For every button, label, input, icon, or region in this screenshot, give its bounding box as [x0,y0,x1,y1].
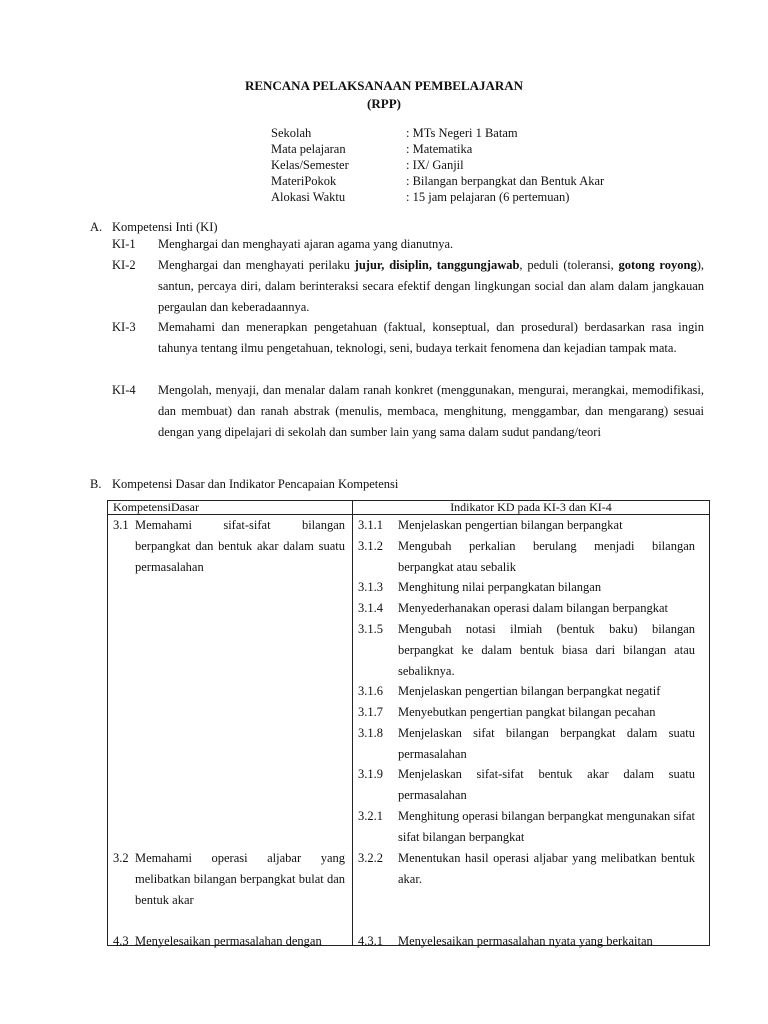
indicator-item: 3.1.5 Mengubah notasi ilmiah (bentuk baku) bilangan berpangkat ke dalam bentuk biasa dari bilangan atau sebaliknya. [358,622,695,678]
indicator-item: 3.2.1 Menghitung operasi bilangan berpangkat mengunakan sifat sifat bilangan berpangkat [358,809,695,844]
indicator-item: 3.1.9 Menjelaskan sifat-sifat bentuk akar dalam suatu permasalahan [358,767,695,802]
indicator-item: 3.1.1 Menjelaskan pengertian bilangan berpangkat [358,518,623,532]
identity-value: : Bilangan berpangkat dan Bentuk Akar [406,174,605,188]
kd-item: 3.2 Memahami operasi aljabar yang melibatkan bilangan berpangkat bulat dan bentuk akar [113,851,345,907]
ki-label: KI-4 [112,383,136,397]
section-a-heading [90,220,218,235]
section-b-heading [90,477,398,492]
identity-label: Sekolah [271,126,312,140]
ki-text: Mengolah, menyaji, dan menalar dalam ranah konkret (menggunakan, mengurai, merangkai, memodifikasi, dan membuat) dan ranah abstrak (menulis, membaca, menghitung, menggambar, dan mengarang) sesuai dengan yang dipelajari di sekolah dan sumber lain yang sama dalam sudut pandang/teori [158,383,704,439]
document-title: RENCANA PELAKSANAAN PEMBELAJARAN [244,78,524,93]
ki-1 [112,234,704,255]
section-title: Kompetensi Inti (KI) [112,220,218,234]
identity-row-kelas [271,157,604,173]
section-title: Kompetensi Dasar dan Indikator Pencapaian Kompetensi [112,477,399,491]
table-header-kd: KompetensiDasar [108,501,353,515]
identity-label: MateriPokok [271,174,337,188]
table-header-indicator: Indikator KD pada KI-3 dan KI-4 [353,501,710,515]
indicator-item: 3.1.6 Menjelaskan pengertian bilangan berpangkat negatif [358,684,661,698]
indicator-item: 3.1.7 Menyebutkan pengertian pangkat bilangan pecahan [358,705,656,719]
identity-value: : IX/ Ganjil [406,158,464,172]
identity-value: : 15 jam pelajaran (6 pertemuan) [406,190,570,204]
section-number: A. [90,220,103,234]
ki-text: Menghargai dan menghayati perilaku jujur, disiplin, tanggungjawab, peduli (toleransi, gotong royong), santun, percaya diri, dalam berinteraksi secara efektif dengan lingkungan social dan alam dalam jangkauan pergaulan dan keberadaannya. [158,258,704,314]
section-number: B. [90,477,102,491]
document-subtitle: (RPP) [367,96,401,111]
indicator-item: 3.2.2 Menentukan hasil operasi aljabar yang melibatkan bentuk akar. [358,851,695,886]
ki-label: KI-2 [112,258,136,272]
identity-value: : Matematika [406,142,473,156]
indicator-item: 3.1.4 Menyederhanakan operasi dalam bilangan berpangkat [358,601,669,615]
identity-label: Mata pelajaran [271,142,346,156]
identity-label: Alokasi Waktu [271,190,346,204]
kd-item: 4.3 Menyelesaikan permasalahan dengan [113,934,322,948]
ki-4 [112,380,704,442]
indicator-item: 3.1.3 Menghitung nilai perpangkatan bilangan [358,580,602,594]
ki-label: KI-1 [112,237,136,251]
kd-column [108,515,353,946]
kd-indicator-table [107,500,710,946]
indicator-item: 3.1.2 Mengubah perkalian berulang menjadi bilangan berpangkat atau sebalik [358,539,695,574]
indicator-item: 3.1.8 Menjelaskan sifat bilangan berpangkat dalam suatu permasalahan [358,726,695,761]
kd-item: 3.1 Memahami sifat-sifat bilangan berpangkat dan bentuk akar dalam suatu permasalahan [113,518,345,574]
table-header-row [108,501,710,515]
ki-text: Memahami dan menerapkan pengetahuan (faktual, konseptual, dan prosedural) berdasarkan rasa ingin tahunya tentang ilmu pengetahuan, teknologi, seni, budaya terkait fenomena dan kejadian tampak mata. [158,320,704,355]
ki-3 [112,317,704,359]
identity-row-sekolah [271,125,604,141]
identity-label: Kelas/Semester [271,158,349,172]
identity-row-mapel [271,141,604,157]
ki-label: KI-3 [112,320,136,334]
ki-2 [112,255,704,317]
indicator-column [353,515,710,946]
identity-value: : MTs Negeri 1 Batam [406,126,518,140]
identity-row-materi [271,173,604,189]
identity-row-waktu [271,189,604,205]
table-body-row [108,515,710,946]
indicator-item: 4.3.1 Menyelesaikan permasalahan nyata yang berkaitan [358,934,653,948]
identity-block [271,125,604,205]
ki-text: Menghargai dan menghayati ajaran agama yang dianutnya. [158,237,454,251]
